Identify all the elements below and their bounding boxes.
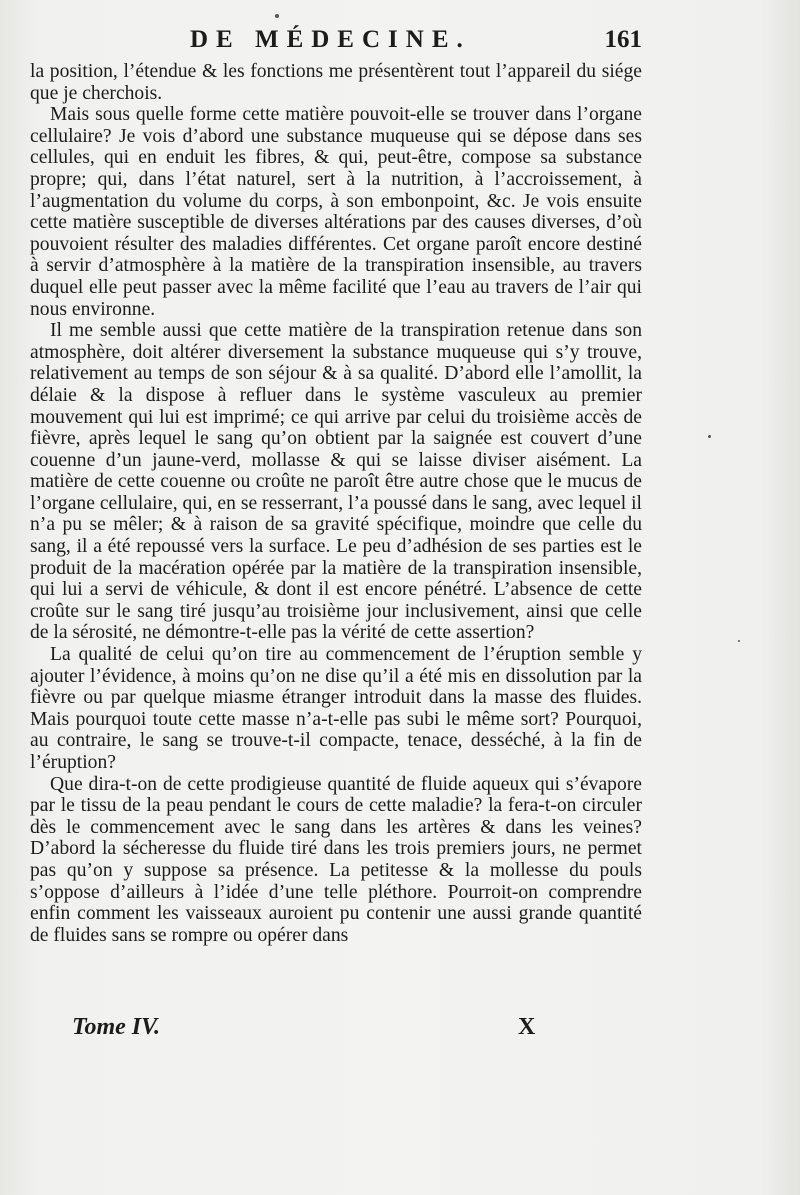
- paragraph: Que dira-t-on de cette prodigieuse quantité de fluide aqueux qui s’évapore par le tissu de la peau pendant le cours de cette maladie? la fera-t-on circuler dès le commencement avec le sang dans les artères & dans les veines? D’abord la sécheresse du fluide tiré dans les trois premiers jours, ne permet pas qu’on y suppose sa présence. La petitesse & la mollesse du pouls s’oppose d’ailleurs à l’idée d’une telle pléthore. Pourroit-on comprendre enfin comment les vaisseaux auroient pu contenir une aussi grande quantité de fluides sans se rompre ou opérer dans: [30, 773, 642, 946]
- paper-speck: [275, 14, 279, 18]
- signature-mark: X: [518, 1014, 536, 1040]
- paragraph: Mais sous quelle forme cette matière pouvoit-elle se trouver dans l’organe cellulaire? Je vois d’abord une substance muqueuse qui se dépose dans ses cellules, qui en enduit les fibres, & qui, peut-être, compose sa substance propre; qui, dans l’état naturel, sert à la nutrition, à l’accroissement, à l’augmentation du volume du corps, à son embonpoint, &c. Je vois ensuite cette matière susceptible de diverses altérations par des causes diverses, d’où pouvoient résulter des maladies différentes. Cet organe paroît encore destiné à servir d’atmosphère à la matière de la transpiration insensible, au travers duquel elle peut passer avec la même facilité que l’eau au travers de l’air qui nous environne.: [30, 104, 642, 320]
- paper-speck: [708, 435, 711, 438]
- running-head: [180, 22, 640, 56]
- body-text: [30, 61, 642, 946]
- paragraph-continued: la position, l’étendue & les fonctions me présentèrent tout l’appareil du siége que je cherchois.: [30, 61, 642, 104]
- volume-label: Tome IV.: [72, 1014, 161, 1040]
- page-number: 161: [604, 26, 642, 53]
- paragraph: Il me semble aussi que cette matière de la transpiration retenue dans son atmosphère, doit altérer diversement la substance muqueuse qui s’y trouve, relativement au temps de son séjour & à sa qualité. D’abord elle l’amollit, la délaie & la dispose à refluer dans le système vasculeux au premier mouvement qui lui est imprimé; ce qui arrive par celui du troisième accès de fièvre, après lequel le sang qu’on obtient par la saignée est couvert d’une couenne d’un jaune-verd, mollasse & qui se laisse diviser aisément. La matière de cette couenne ou croûte ne paroît être autre chose que le mucus de l’organe cellulaire, qui, en se resserrant, l’a poussé dans le sang, avec lequel il n’a pu se mêler; & à raison de sa gravité spécifique, moindre que celle du sang, il a été repoussé vers la surface. Le peu d’adhésion de ses parties est le produit de la macération opérée par la matière de la transpiration insensible, qui lui a servi de véhicule, & dont il est encore pénétré. L’absence de cette croûte sur le sang tiré jusqu’au troisième jour inclusivement, ainsi que celle de la sérosité, ne démontre-t-elle pas la vérité de cette assertion?: [30, 320, 642, 644]
- running-head-title: DE MÉDECINE.: [190, 26, 471, 53]
- paper-speck: [738, 640, 740, 642]
- paragraph: La qualité de celui qu’on tire au commencement de l’éruption semble y ajouter l’évidence, à moins qu’on ne dise qu’il a été mis en dissolution par la fièvre ou par quelque miasme étranger introduit dans la masse des fluides. Mais pourquoi toute cette masse n’a-t-elle pas subi le même sort? Pourquoi, au contraire, le sang se trouve-t-il compacte, tenace, desséché, à la fin de l’éruption?: [30, 644, 642, 773]
